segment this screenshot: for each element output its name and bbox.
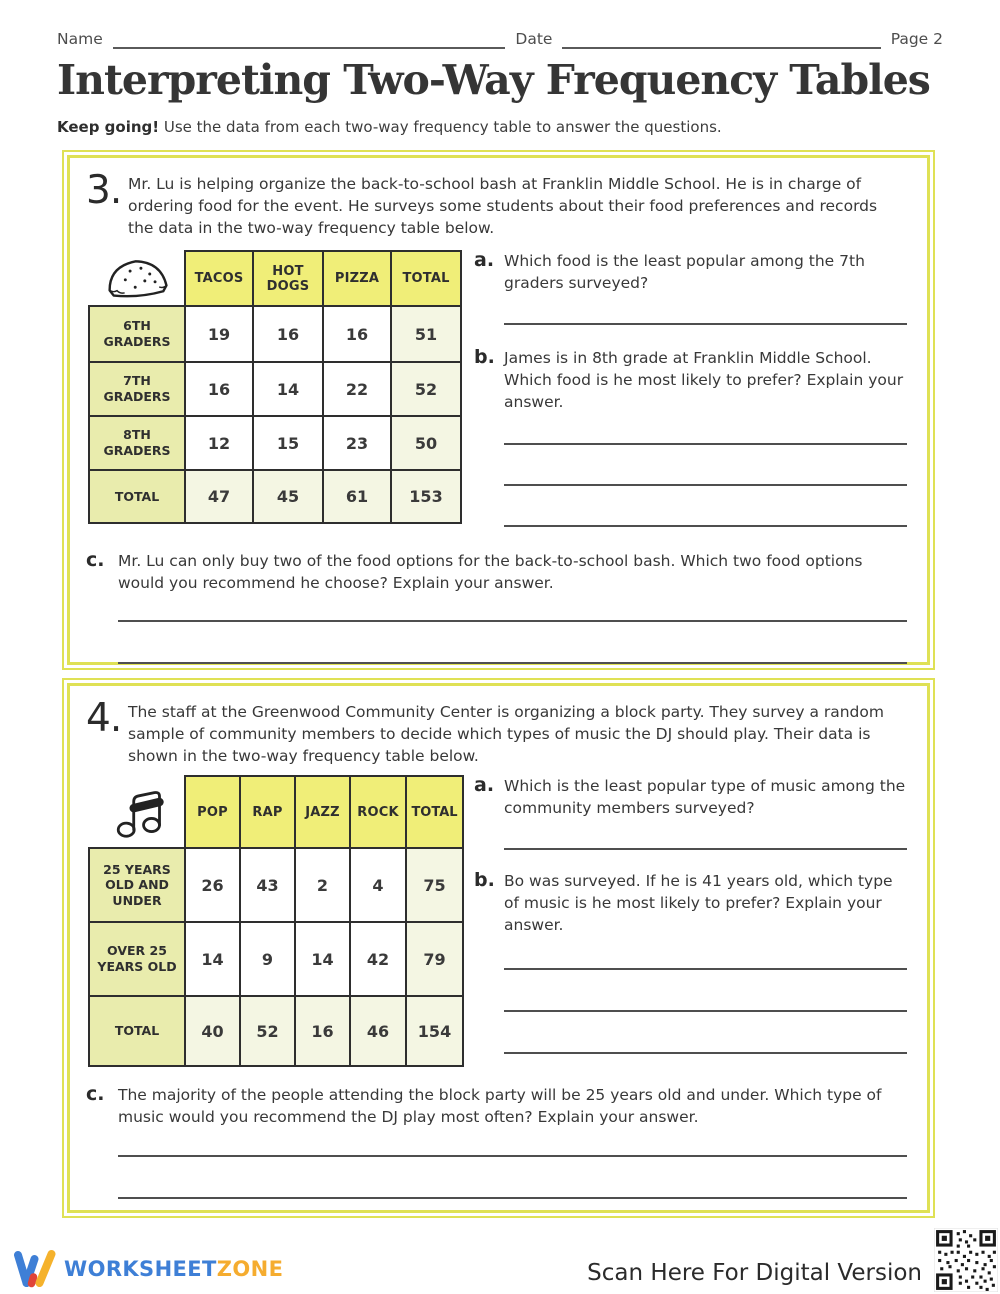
answer-line [118,620,907,622]
table-cell: 51 [391,306,461,362]
question-text: The majority of the people attending the block party will be 25 years old and under. Which type of music would you recommend the DJ play most often? Explain your answer. [118,1086,882,1126]
question-3c-block [86,550,907,664]
table-cell: 16 [253,306,323,362]
column-header: JAZZ [295,776,350,848]
table-cell: 42 [350,922,406,996]
table-cell: 75 [406,848,463,922]
row-label: OVER 25 YEARS OLD [89,922,185,996]
date-label: Date [515,30,553,48]
table-cell: 52 [240,996,295,1066]
table-row [89,362,461,416]
instructions-rest: Use the data from each two-way frequency table to answer the questions. [159,118,722,136]
question-label: b. [474,346,495,368]
answer-line [504,443,907,445]
question-label: b. [474,869,495,891]
question-text: Bo was surveyed. If he is 41 years old, which type of music is he most likely to prefer? Explain your answer. [504,872,893,934]
table-cell: 19 [185,306,253,362]
question-4c-block [86,1084,907,1199]
answer-line [118,1155,907,1157]
page-number: Page 2 [890,30,943,48]
column-header: PIZZA [323,251,391,306]
problem-4-intro: The staff at the Greenwood Community Center is organizing a block party. They survey a random sample of community members to decide which types of music the DJ should play. Their data is shown in the two-way frequency table below. [128,703,884,765]
qr-code [934,1228,998,1292]
row-label: TOTAL [89,470,185,523]
table-cell: 153 [391,470,461,523]
page-meta-row [57,30,943,49]
column-header: POP [185,776,240,848]
table-row [89,470,461,523]
row-label: 8TH GRADERS [89,416,185,470]
answer-line [504,1010,907,1012]
table-cell: 79 [406,922,463,996]
music-note-icon [89,776,185,848]
question-label: a. [474,774,495,796]
column-header: HOT DOGS [253,251,323,306]
worksheet-title: Interpreting Two-Way Frequency Tables [57,56,930,104]
instructions-lead: Keep going! [57,118,160,136]
answer-line [118,1197,907,1199]
name-blank-line [113,31,506,49]
table-row [89,306,461,362]
table-cell: 2 [295,848,350,922]
taco-icon [89,251,185,306]
answer-line [504,968,907,970]
question-label: c. [86,549,105,571]
question-label: c. [86,1083,105,1105]
question-text: Mr. Lu can only buy two of the food options for the back-to-school bash. Which two food options would you recommend he choose? Explain your answer. [118,552,863,592]
column-header: TOTAL [391,251,461,306]
column-header: TOTAL [406,776,463,848]
name-label: Name [57,30,103,48]
row-label: 6TH GRADERS [89,306,185,362]
problem-3-box [62,150,935,670]
column-header: TACOS [185,251,253,306]
question-4a [474,775,907,819]
problem-3-number: 3. [86,168,122,213]
table-cell: 52 [391,362,461,416]
answer-line [504,323,907,325]
answer-line [504,525,907,527]
table-cell: 16 [323,306,391,362]
table-cell: 9 [240,922,295,996]
question-4b [474,870,907,936]
question-3b [474,347,907,413]
scan-here-text: Scan Here For Digital Version [587,1260,922,1286]
problem-4-box [62,678,935,1218]
question-4c [86,1084,907,1128]
food-frequency-table [88,250,462,524]
table-cell: 14 [295,922,350,996]
problem-4-inner [67,683,930,1213]
question-label: a. [474,249,495,271]
worksheetzone-logo [12,1246,283,1292]
table-cell: 15 [253,416,323,470]
table-row [89,848,463,922]
question-3c [86,550,907,594]
table-cell: 23 [323,416,391,470]
table-cell: 154 [406,996,463,1066]
table-row [89,416,461,470]
column-header: ROCK [350,776,406,848]
table-cell: 46 [350,996,406,1066]
question-text: James is in 8th grade at Franklin Middle School. Which food is he most likely to prefer? Explain your answer. [504,349,904,411]
date-blank-line [562,31,880,49]
row-label: TOTAL [89,996,185,1066]
question-text: Which food is the least popular among the 7th graders surveyed? [504,252,865,292]
table-cell: 4 [350,848,406,922]
table-cell: 16 [295,996,350,1066]
question-text: Which is the least popular type of music among the community members surveyed? [504,777,906,817]
worksheetzone-wordmark [64,1257,283,1281]
table-cell: 40 [185,996,240,1066]
table-cell: 61 [323,470,391,523]
table-cell: 16 [185,362,253,416]
table-cell: 12 [185,416,253,470]
table-row [89,996,463,1066]
answer-line [504,848,907,850]
answer-line [118,662,907,664]
table-cell: 50 [391,416,461,470]
row-label: 7TH GRADERS [89,362,185,416]
table-cell: 47 [185,470,253,523]
brand-word-zone: ZONE [216,1257,284,1281]
table-cell: 14 [253,362,323,416]
column-header: RAP [240,776,295,848]
question-3a [474,250,907,294]
problem-3-inner [67,155,930,665]
row-label: 25 YEARS OLD AND UNDER [89,848,185,922]
answer-line [504,484,907,486]
brand-word-worksheet: WORKSHEET [64,1257,217,1281]
music-frequency-table [88,775,464,1067]
table-cell: 43 [240,848,295,922]
problem-3-intro: Mr. Lu is helping organize the back-to-school bash at Franklin Middle School. He is in charge of ordering food for the event. He surveys some students about their food preferences and records the data in the two-way frequency table below. [128,175,878,237]
problem-4-number: 4. [86,696,122,741]
table-cell: 22 [323,362,391,416]
table-row [89,922,463,996]
table-cell: 26 [185,848,240,922]
worksheet-instructions [57,118,722,136]
worksheetzone-logo-icon [12,1246,58,1292]
table-cell: 14 [185,922,240,996]
table-cell: 45 [253,470,323,523]
answer-line [504,1052,907,1054]
